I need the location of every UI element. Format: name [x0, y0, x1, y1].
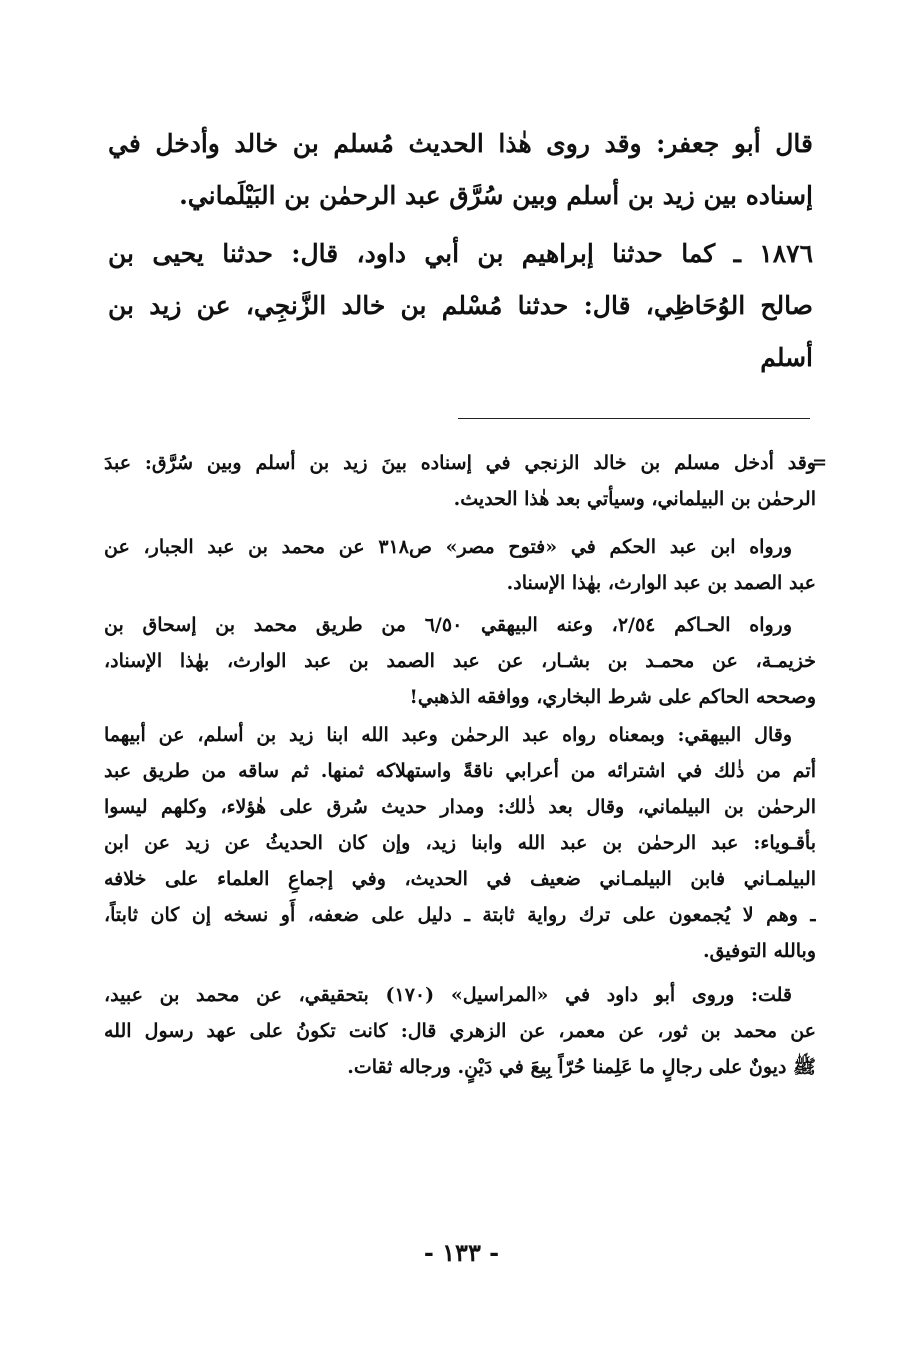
footnote-paragraph-2 — [104, 529, 816, 601]
footnote-line: وقال البيهقي: وبمعناه رواه عبد الرحمٰن وعبد الله ابنا زيد بن أسلم، عن أبيهما — [104, 724, 792, 746]
footnote-line: ـ وهم لا يُجمعون على ترك رواية ثابتة ـ دليل على ضعفه، أَو نسخه إن كان ثابتاً، — [104, 904, 816, 926]
main-text — [108, 118, 813, 384]
footnotes — [104, 445, 816, 1085]
footnote-line: ورواه ابن عبد الحكم في «فتوح مصر» ص٣١٨ عن محمد بن عبد الجبار، عن — [104, 536, 792, 558]
footnote-line: بأقـوياء: عبد الرحمٰن بن عبد الله وابنا زيد، وإن كان الحديثُ عن زيد عن ابن — [104, 832, 816, 854]
footnote-line: قلت: وروى أبو داود في «المراسيل» (١٧٠) بتحقيقي، عن محمد بن عبيد، — [104, 984, 792, 1006]
footnote-line: البيلمـاني فابن البيلمـاني ضعيف في الحديث، وفي إجماعِ العلماء على خلافه — [104, 868, 816, 890]
main-line: أسلم — [760, 343, 813, 372]
footnote-continuation-mark: = — [812, 452, 828, 473]
main-line: قال أبو جعفر: وقد روى هٰذا الحديث مُسلم بن خالد وأدخل في — [108, 129, 813, 158]
hadith-number-line: ١٨٧٦ ـ كما حدثنا إبراهيم بن أبي داود، قال: حدثنا يحيى بن — [108, 239, 813, 268]
main-paragraph-2 — [108, 228, 813, 384]
main-paragraph-1 — [108, 118, 813, 222]
footnote-line: وبالله التوفيق. — [702, 940, 816, 962]
page-number: - ١٣٣ - — [423, 1238, 500, 1267]
footnote-paragraph-3 — [104, 607, 816, 715]
footnote-line: الرحمٰن بن البيلماني، وسيأتي بعد هٰذا الحديث. — [453, 488, 816, 510]
footnote-paragraph-4 — [104, 717, 816, 969]
footnote-separator — [458, 418, 810, 419]
footnote-paragraph-5 — [104, 977, 816, 1085]
footnote-line: وصححه الحاكم على شرط البخاري، ووافقه الذهبي! — [409, 686, 816, 708]
footnote-line: وقد أدخل مسلم بن خالد الزنجي في إسناده بينَ زيد بن أسلم وبين سُرَّق: عبدَ — [104, 452, 816, 474]
footnote-line: ورواه الحـاكم ٢/٥٤، وعنه البيهقي ٦/٥٠ من طريق محمد بن إسحاق بن — [104, 614, 792, 636]
footnote-line: عن محمد بن ثور، عن معمر، عن الزهري قال: كانت تكونُ على عهد رسول الله — [104, 1020, 816, 1042]
footnote-line: عبد الصمد بن عبد الوارث، بهٰذا الإسناد. — [506, 572, 816, 594]
footnote-line: أتم من ذٰلك في اشترائه من أعرابي ناقةً واستهلاكه ثمنها. ثم ساقه من طريق عبد — [104, 760, 816, 782]
footnote-paragraph-1 — [104, 445, 816, 517]
footnote-line: الرحمٰن بن البيلماني، وقال بعد ذٰلك: ومدار حديث سُرق على هٰؤلاء، وكلهم ليسوا — [104, 796, 816, 818]
footnote-line: خزيمـة، عن محمـد بن بشـار، عن عبد الصمد بن عبد الوارث، بهٰذا الإسناد، — [104, 650, 816, 672]
main-line: صالح الوُحَاظِي، قال: حدثنا مُسْلم بن خالد الزَّنجِي، عن زيد بن — [108, 291, 813, 320]
main-line: إسناده بين زيد بن أسلم وبين سُرَّق عبد الرحمٰن بن البَيْلَماني. — [179, 181, 813, 210]
footnote-line: ﷺ ديونٌ على رجالٍ ما عَلِمنا حُرّاً بِيعَ في دَيْنٍ. ورجاله ثقات. — [347, 1056, 816, 1078]
